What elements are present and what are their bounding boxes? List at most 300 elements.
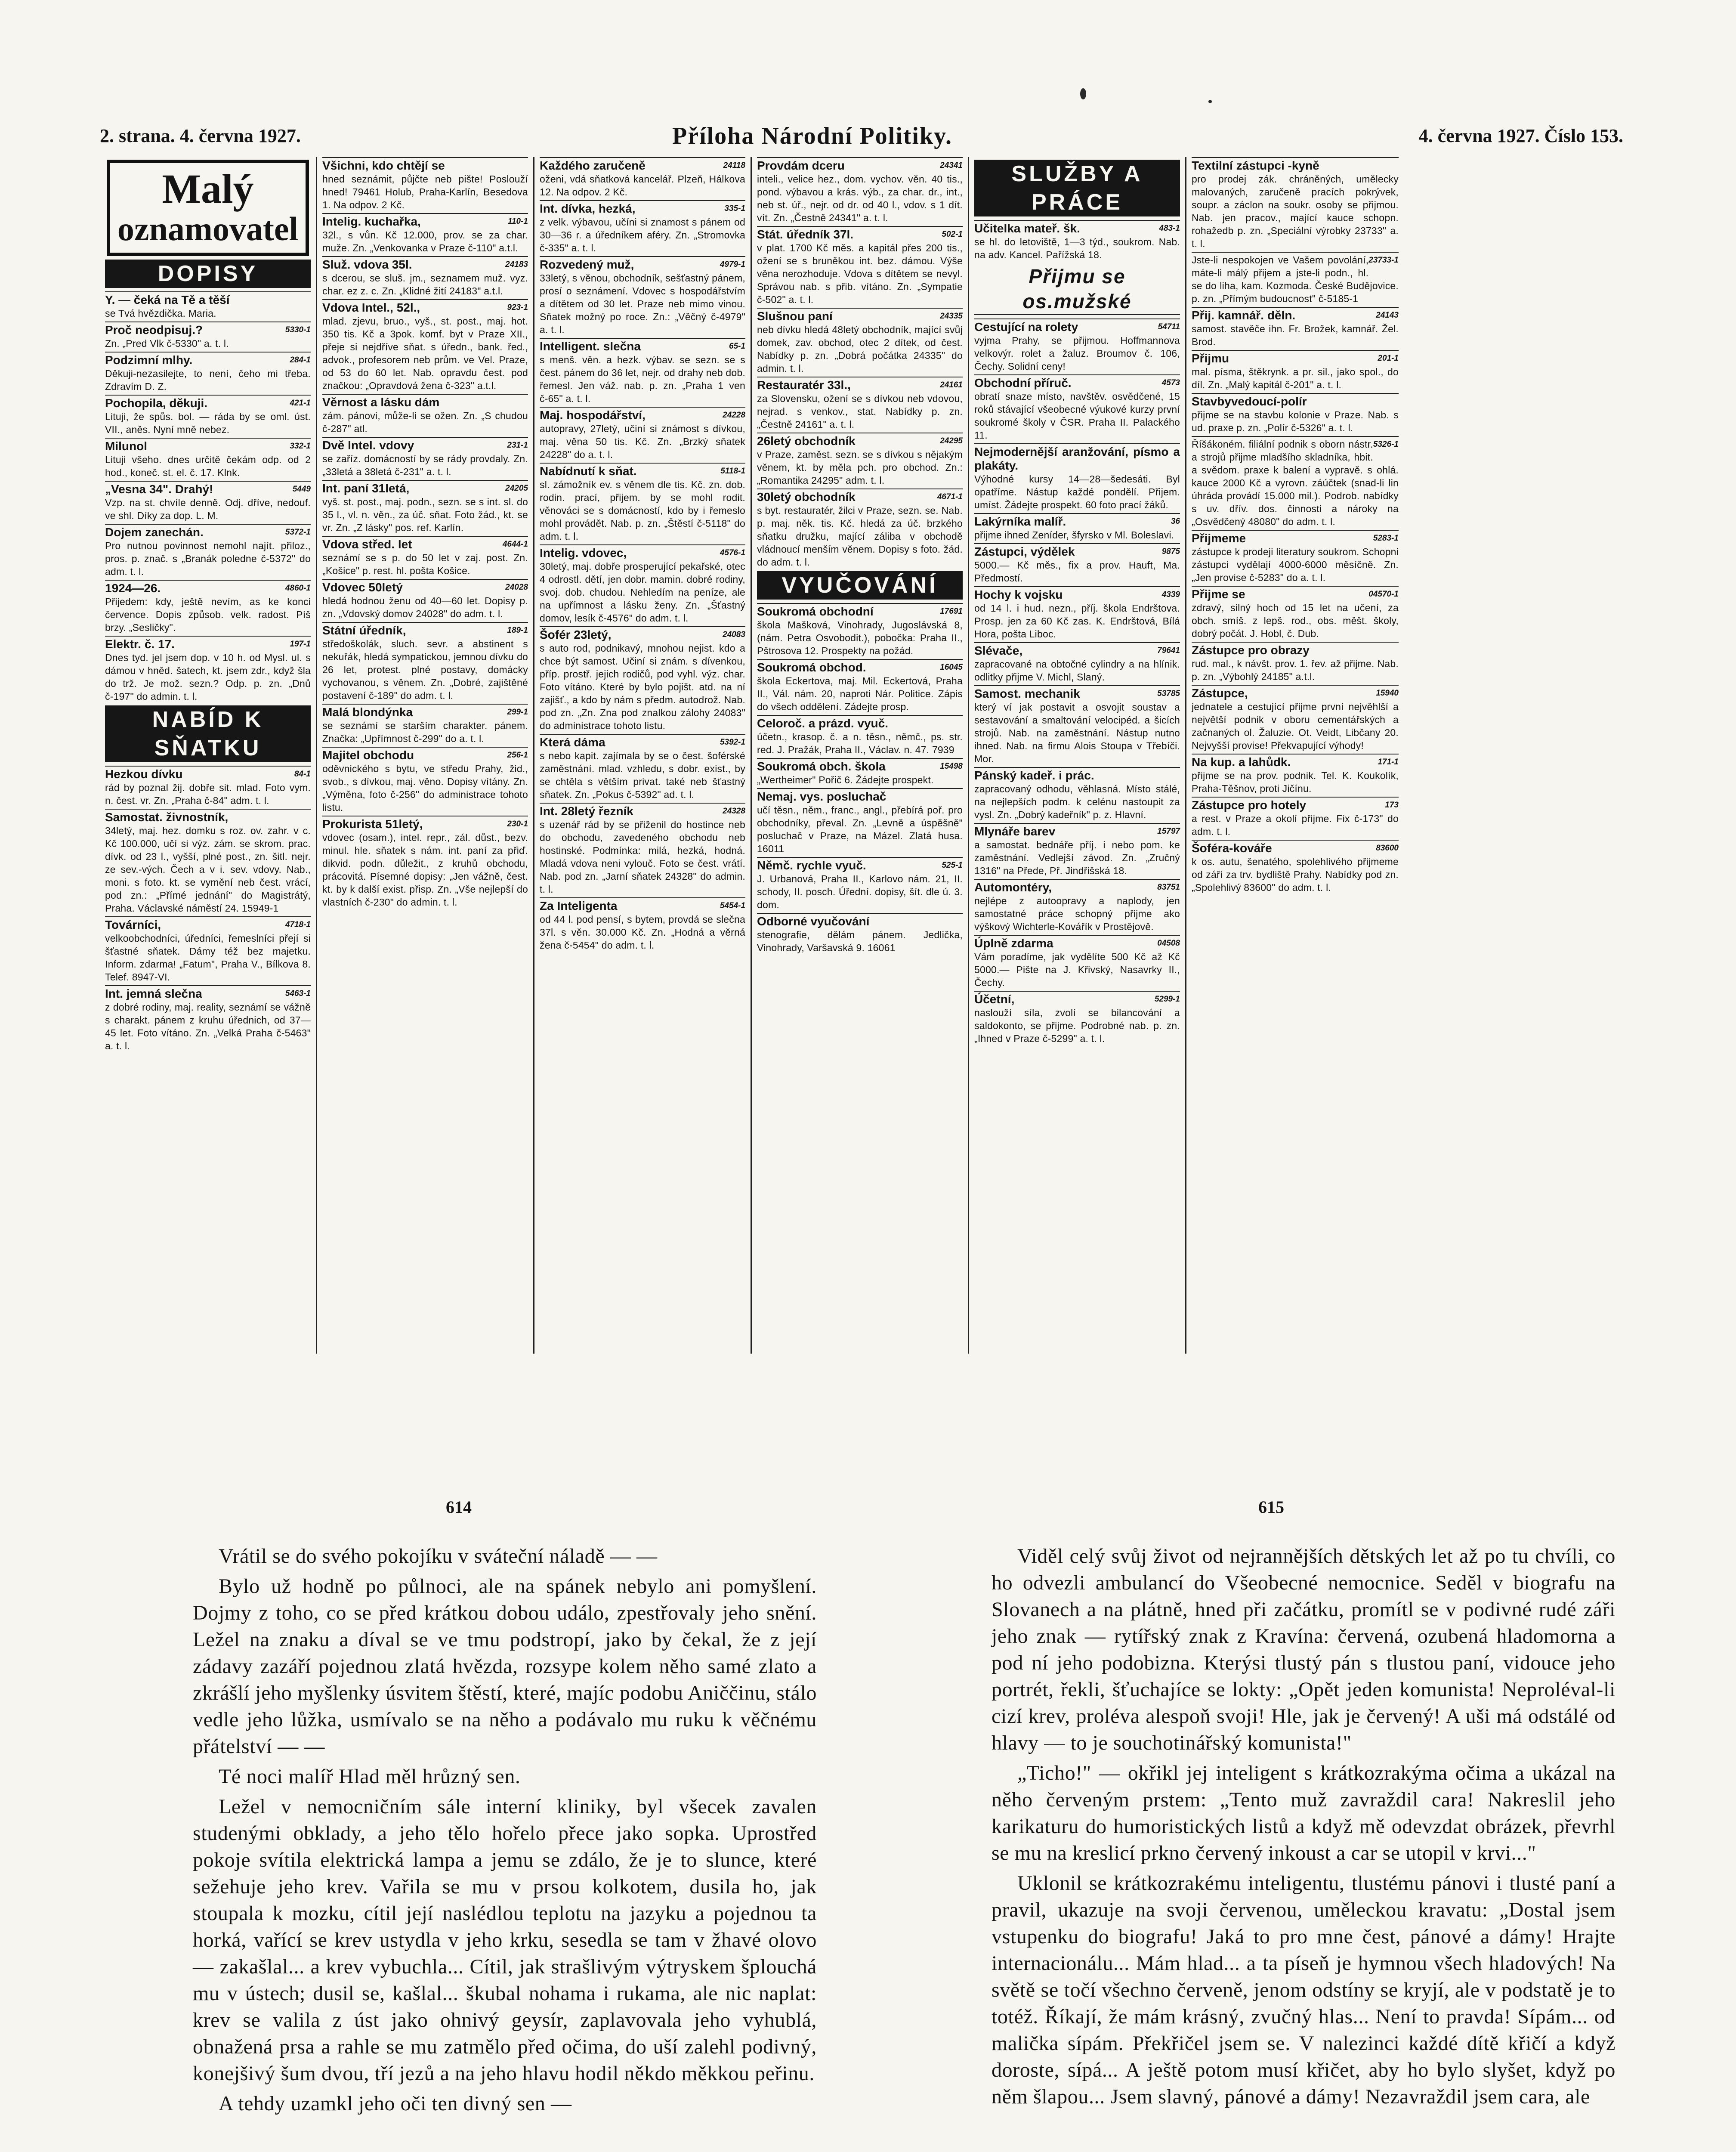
ad-number: 04570-1 [1368, 590, 1399, 599]
ad-number: 4573 [1161, 378, 1180, 387]
ad-heading [757, 715, 963, 730]
classified-ad [540, 338, 745, 405]
ad-heading-text: Vdova střed. let [322, 538, 412, 551]
ad-number: 173 [1385, 801, 1399, 810]
ad-body: „Wertheimer" Pořič 6. Žádejte prospekt. [757, 774, 934, 785]
ad-number: 79641 [1157, 646, 1180, 655]
ad-heading [322, 394, 528, 409]
ad-number: 17691 [940, 607, 963, 616]
ad-heading-text: Učitelka mateř. šk. [974, 222, 1080, 235]
ad-heading-text: Y. — čeká na Tě a těší [105, 293, 230, 306]
story-paragraph: A tehdy uzamkl jeho oči ten divný sen — [219, 2092, 572, 2115]
ad-heading [757, 857, 963, 872]
ad-heading [105, 766, 311, 781]
ad-heading-text: Za Inteligenta [540, 899, 618, 912]
ad-heading-text: Vdovec 50letý [322, 581, 403, 594]
classified-ad [540, 407, 745, 461]
ad-heading [1192, 754, 1399, 769]
classified-ad [105, 766, 311, 807]
ad-heading [322, 437, 528, 452]
ad-heading-text: Dojem zanechán. [105, 526, 204, 539]
ad-heading [322, 157, 528, 173]
ad-heading [1192, 642, 1399, 657]
ad-number: 24161 [940, 380, 963, 390]
classified-ad [322, 704, 528, 745]
ad-heading-text: Továrníci, [105, 918, 161, 931]
classified-ad [105, 395, 311, 436]
story-paragraph: Vrátil se do svého pokojíku v sváteční náladě — — [219, 1545, 658, 1568]
ad-number: 15498 [940, 762, 963, 771]
ad-heading-text: Cestující na rolety [974, 320, 1078, 334]
ad-heading-text: Všichni, kdo chtějí se [322, 159, 445, 172]
ad-body: z velk. výbavou, učíni si znamost s pánem od 30—36 r. a úředníkem aféry. Zn. „Stromovka č-335" a. t. l. [540, 216, 745, 254]
ad-body: se zaříz. domácností by se rády provdaly. Zn. „33letá a 38letá č-231" a. t. l. [322, 453, 528, 477]
ad-heading-text: Slušnou paní [757, 309, 833, 323]
classified-ad [105, 438, 311, 479]
classified-ad [974, 879, 1180, 933]
classified-ad [757, 603, 963, 657]
ad-body: zapracované na obtočné cylindry a na hlínik. odlitky přijme V. Michl, Slaný. [974, 659, 1180, 683]
ad-body: Přijedem: kdy, ještě nevím, as ke konci července. Dopis způsob. velk. radost. Píš brzy. „Sesličky". [105, 596, 311, 633]
ad-heading [1192, 350, 1399, 365]
ad-body: pro prodej zák. chráněných, umělecky malovaných, zaručeně pracích pokrývek, soupr. a záclon na soukr. osoby se přijmou. Nab. jen pracov., mající kauce schopn. rohažedb p. zn. „Speciální výrobky 23733" a. t. l. [1192, 173, 1399, 249]
ad-body: mal. písma, štěkrynk. a pr. sil., jako spol., do díl. Zn. „Malý kapitál č-201" a. t. l. [1192, 366, 1399, 390]
story-paragraph: Ležel v nemocničním sále interní kliniky, byl všecek zavalen studenými obklady, a jeho tělo hořelo přece jako sopka. Uprostřed pokoje svítila elektrická lampa a jemu se zdálo, že je to slunce, které sežehuje jeho krev. Vařila se mu v prsou kolkotem, dusila ho, jak stoupala k mozku, cítil její naslédlou teplotu na jazyku a pojednou ta horká, vařící se krev ustydla v jeho krku, sesedla se tam v žhavé olovo — zakašlal... a krev vybuchla... Cítil, jak strašlivým výtryskem šplouchá mu v ústech; dusil se, kašlal... škubal nohama i rukama, ale nic naplat: krev se valila z úst jako ohnivý geysír, zaplavovala jeho vyhublá, obnažená prsa a rahle se mu zatmělo před očima, do uší zalehl podivný, konejšivý šum dvou, tří jezů a na jeho hlavu hodil někdo měkkou peřinu. [193, 1795, 817, 2085]
ad-number: 502-1 [942, 230, 963, 239]
ad-heading [105, 809, 311, 824]
story-paragraph: Té noci malíř Hlad měl hrůzný sen. [219, 1765, 521, 1788]
ad-heading-text: Pochopila, děkuji. [105, 396, 208, 410]
classified-ad [540, 200, 745, 254]
ad-heading-text: Prokurista 51letý, [322, 817, 423, 831]
ad-number: 24205 [505, 484, 528, 493]
ad-heading-text: Podzimní mlhy. [105, 353, 193, 367]
ink-speck [1080, 88, 1086, 99]
classified-ad [757, 788, 963, 855]
classified-ad [105, 352, 311, 393]
ad-heading [974, 374, 1180, 390]
classified-ad [974, 642, 1180, 683]
ad-heading-text: Samost. mechanik [974, 687, 1080, 700]
ad-heading-text: Nemaj. vys. posluchač [757, 790, 887, 803]
ad-heading-text: Přijmu [1192, 352, 1229, 365]
ad-body: zástupce k prodeji literatury soukrom. Schopni zástupci vydělají 4000-6000 měsíčně. Zn. „Jen provise č-5283" do a. t. l. [1192, 546, 1399, 583]
ad-heading-text: Němč. rychle vyuč. [757, 859, 866, 872]
ad-body: vyš. st. post., maj. podn., sezn. se s int. sl. do 35 l., vl. n. věn., za úč. sňat. Foto žád., kt. se vr. Zn. „Z lásky" pos. ref. Karlín. [322, 496, 528, 533]
classified-ad [322, 299, 528, 392]
ad-body: s uzenář rád by se přiženil do hostince neb do obchodu, zavedeného obchodu neb hostinské. Podmínka: milá, hezká, hodná. Mladá vdova neni vylouč. Foto se čest. vrátí. Nab. pod zn. „Jarní sňatek 24328" do admin. t. l. [540, 819, 745, 895]
ad-body: Vám poradíme, jak vydělíte 500 Kč až Kč 5000.— Pište na J. Křivský, Nasavrky II., Čechy. [974, 951, 1180, 988]
section-heading-prijmu: Přijmu se os.mužské [974, 264, 1180, 315]
classified-ad [757, 659, 963, 713]
ad-body: velkoobchodníci, úředníci, řemeslníci přejí si šťastné sňatek. Dámy též bez majetku. Inform. zdarma! „Fatum", Praha V., Bílkova 8. Telef. 8947-VI. [105, 933, 311, 983]
classified-ad [1192, 252, 1399, 305]
classified-ad [540, 256, 745, 336]
classified-ad [322, 536, 528, 577]
ad-heading-text: Intelligent. slečna [540, 340, 641, 353]
story-paragraph: „Ticho!" — okřikl jej inteligent s krátkozrakýma očima a ukázal na něho červeným prstem: „Tento muž zavraždil cara! Nakreslil jeho karikaturu do humoristických listů a když mě odevzdat obrázek, převrhl se mu na kreslicí prkno červený inkoust a car se utopil v krvi..." [992, 1762, 1616, 1864]
classified-ad [974, 374, 1180, 442]
ad-body: Říšákoném. filiální podnik s oborn nástr. a strojů přijme mladšího skladníka, hbit. a svědom. praxe k balení a vypravě. s ohlá. kauce 2000 Kč a vyrovn. záúčtek (snad-li lin úhráda provádí 15.000 mil.). Podrob. nabídky s uv. dřív. dos. činnosti a nároky na „Osvědčený 48080" do adm. t. l. [1192, 439, 1399, 527]
ad-body: Pro nutnou povinnost nemohl najít. přiloz., pros. p. znač. s „Branák poledne č-5372" do adm. t. l. [105, 540, 311, 577]
ad-body: stenografie, dělám pánem. Jedlička, Vinohrady, Varšavská 9. 16061 [757, 929, 963, 953]
ad-body: nejlépe z autoopravy a naplody, jen samostatné práce schopný přijme ako výškový Wichterle-Kovářík v Prostějově. [974, 895, 1180, 932]
ad-body: obratí snaze místo, navštěv. osvědčené, 15 roků stávající všeobecné výukové kurzy první soukromé školy v ČSR. Praha II. Palackého 11. [974, 391, 1180, 441]
ad-heading-text: Int. dívka, hezká, [540, 202, 636, 215]
classified-ad [322, 256, 528, 297]
ad-heading [1192, 586, 1399, 601]
header-center: Příloha Národní Politiky. [672, 123, 953, 149]
ad-body: který ví jak postavit a osvojit soustav a sestavování a smaltování velocipéd. a šicích strojů. Nab. na zaměstnání. Nástup nutno ihned. Nab. na firmu Alois Stoupa v Třebíči. Mor. [974, 702, 1180, 764]
ad-number: 83600 [1376, 844, 1399, 853]
classified-ad [105, 481, 311, 522]
ad-heading-text: Zástupce, [1192, 686, 1248, 700]
ad-heading [757, 377, 963, 392]
page-number-right: 615 [1258, 1497, 1284, 1517]
classified-ad [974, 513, 1180, 541]
ad-body: rád by poznal žij. dobře sit. mlad. Foto vym. n. čest. vr. Zn. „Praha č-84" adm. t. l. [105, 782, 311, 806]
ad-heading [540, 897, 745, 913]
ad-number: 5454-1 [720, 901, 745, 910]
ad-body: Vzp. na st. chvíle denně. Odj. dříve, nedouf. ve shl. Díky za dop. L. M. [105, 497, 311, 521]
ad-heading [757, 758, 963, 773]
ad-heading [105, 580, 311, 595]
ad-heading-text: Šoféra-kováře [1192, 841, 1272, 855]
classified-ad [757, 857, 963, 911]
ad-number: 5392-1 [720, 738, 745, 747]
ad-heading [322, 480, 528, 495]
ad-heading [1192, 840, 1399, 855]
ad-heading [540, 803, 745, 818]
ad-body: jednatele a cestující přijme první nejvěhlší a největší podnik v oboru cementářských a začnaných ol. Žaluzie. Ot. Veidt, Libčany 20. Nejvyšší provise! Překvapující výhody! [1192, 701, 1399, 751]
classified-ad [757, 433, 963, 487]
ad-heading [757, 433, 963, 448]
ad-number: 4979-1 [720, 260, 745, 269]
ad-body: zapracovaný odhodu, věhlasná. Místo stálé, na nejlepších podm. k celénu nastoupit za vysl. Zn. „Dobrý kadeřník" p. z. Hlavní. [974, 783, 1180, 820]
story-left-column [193, 1543, 817, 2121]
section-heading-sluzby: SLUŽBY A PRÁCE [974, 160, 1180, 216]
ad-heading [540, 338, 745, 353]
ad-heading-text: Hochy k vojsku [974, 588, 1063, 601]
ad-heading [1192, 307, 1399, 322]
classified-ad [974, 543, 1180, 584]
classified-ad [105, 985, 311, 1052]
ad-heading [540, 157, 745, 173]
ad-heading-text: Stavbyvedoucí-polír [1192, 395, 1307, 408]
ad-heading-text: Int. 28letý řezník [540, 804, 633, 818]
ad-body: hledá hodnou ženu od 40—60 let. Dopisy p. zn. „Vdovský domov 24028" do adm. t. l. [322, 595, 528, 619]
ad-number: 24328 [723, 807, 745, 816]
classified-ad [1192, 754, 1399, 795]
ad-heading [105, 395, 311, 410]
classified-ad [1192, 307, 1399, 348]
ad-number: 53785 [1157, 689, 1180, 698]
ad-heading [540, 463, 745, 478]
ad-number: 483-1 [1159, 224, 1180, 233]
ad-number: 04508 [1157, 939, 1180, 948]
classified-ad [322, 622, 528, 702]
ad-number: 4576-1 [720, 548, 745, 557]
classified-ad [974, 220, 1180, 261]
ad-number: 5449 [292, 485, 311, 494]
ad-heading [105, 438, 311, 453]
ad-body: s nebo kapit. zajímala by se o čest. šoférské zaměstnání. mlad. vzhledu, s dobr. exist., by se chtěla s větším privat. také neb šťastný sňatek. Zn. „Pokus č-5392" ad. t. l. [540, 750, 745, 800]
ad-heading-text: Zástupci, výdělek [974, 545, 1075, 558]
ad-number: 24335 [940, 312, 963, 321]
ad-body: z dobré rodiny, maj. reality, seznámí se vážně s charakt. pánem z kruhu úřednich, od 37—45 let. Foto vítáno. Zn. „Velká Praha č-5463" a. t. l. [105, 1002, 311, 1051]
ad-heading-text: Nejmodernější aranžování, písmo a plakáty. [974, 445, 1180, 472]
ad-heading [322, 579, 528, 594]
ad-number: 24118 [723, 161, 745, 170]
classified-ad [322, 213, 528, 254]
ad-heading-text: Přijmeme [1192, 532, 1246, 545]
ad-body: 30letý, maj. dobře prosperující pekařské, otec 4 odrostl. dětí, jen dobr. mamin. dobré rodiny, svoj. dob. chudou. Nehledím na peníze, ale na upřímnost a lásku ženy. Zn. „Šťastný domov, lesík č-4576" do adm. t. l. [540, 561, 745, 624]
ad-body: učí těsn., něm., franc., angl., přebírá poř. pro obchodníky, převal. Zn. „Levně a úspěšně" posluchač v Praze, na Mázel. Zlatá husa. 16011 [757, 804, 963, 854]
ad-body: sl. zámožník ev. s věnem dle tis. Kč. zn. dob. rodin. prací, přijem. by se mohl rodit. věnováci se s domácností, kdo by i řemeslo mohl provádět. Nab. p. zn. „Štěstí č-5118" do adm. t. l. [540, 479, 745, 542]
ad-heading [322, 816, 528, 831]
masthead-line2: oznamovatel [117, 210, 299, 247]
ad-heading-text: Int. paní 31letá, [322, 482, 410, 495]
ad-number: 24083 [723, 630, 745, 639]
ad-number: 15797 [1157, 827, 1180, 836]
classified-ad [1192, 530, 1399, 584]
ad-number: 4339 [1161, 590, 1180, 599]
ad-body: s auto rod, podnikavý, mnohou nejist. kdo a chce být samost. Učiní si znám. s dívenkou, příp. prostř. jejich rodičů, pod vyhl. výz. char. Foto vítáno. Které by bylo pojišt. atd. na ní zajišť., a kdo by nám s předm. autodrož. Nab. pod zn. „Zn. Zna pod znalkou zálohy 24083" do administrace tohoto listu. [540, 643, 745, 731]
classified-ad [1192, 642, 1399, 683]
ad-body: v Praze, zaměst. sezn. se s dívkou s nějakým věnem, kt. by měla pch. pro obchod. Zn.: „Romantika 24295" adm. t. l. [757, 449, 963, 486]
ad-heading-text: Soukromá obchodní [757, 605, 874, 618]
ad-body: s byt. restauratér, žilci v Praze, sezn. se. Nab. p. maj. něk. tis. Kč. hledá za úč. brzkého sňatku družku, mající záliba v obchodě vládnoucí menším věnem. Dopisy s foto. žád. do adm. t. l. [757, 505, 963, 568]
ad-number: 230-1 [507, 819, 528, 829]
classified-ad [105, 636, 311, 703]
classified-ad [105, 580, 311, 634]
ad-heading-text: Intelig. vdovec, [540, 546, 627, 560]
ad-body: zdravý, silný hoch od 15 let na učení, za obch. smíš. z lepš. rod., obs. měšt. školy, dobrý počát. J. Hobl, č. Dub. [1192, 602, 1399, 639]
classified-ad [974, 318, 1180, 373]
ad-body: od 14 l. i hud. nezn., příj. škola Endrštova. Prosp. jen za 60 Kč zas. K. Endrštová, Bílá Hora, pošta Liboc. [974, 603, 1180, 640]
ad-heading [540, 200, 745, 216]
ad-heading [757, 603, 963, 618]
classifieds-column [969, 157, 1186, 1354]
ad-number: 525-1 [942, 861, 963, 870]
ad-heading [1192, 797, 1399, 812]
classifieds-column [1186, 157, 1404, 1354]
ad-body: oděvnického s bytu, ve středu Prahy, žid., svob., s dívkou, maj. věno. Dopisy vítány. Zn. „Výměna, foto č-256" do administrace tohoto listu. [322, 763, 528, 813]
header-left: 2. strana. 4. června 1927. [100, 125, 301, 146]
ad-heading [540, 626, 745, 642]
ad-body: účetn., krasop. č. a n. těsn., němč., ps. str. red. J. Pražák, Praha II., Václav. n. 47. 7939 [757, 731, 963, 755]
ad-heading-text: Na kup. a lahůdk. [1192, 755, 1291, 769]
ad-body: zám. pánovi, může-li se ožen. Zn. „S chudou č-287" atl. [322, 410, 528, 434]
ad-heading-text: Int. jemná slečna [105, 987, 202, 1000]
classifieds-column [752, 157, 969, 1354]
ad-heading-text: Lakýrníka malíř. [974, 515, 1066, 528]
ad-heading [974, 642, 1180, 658]
ad-heading [105, 352, 311, 367]
ad-heading [1192, 157, 1399, 173]
ad-heading [757, 157, 963, 173]
ad-body: oženi, vdá sňatková kancelář. Plzeň, Hálkova 12. Na odpov. 2 Kč. [540, 173, 745, 198]
ad-body: škola Mašková, Vinohrady, Jugoslávská 8, (nám. Petra Osvobodit.), pobočka: Praha II., Pštrosova 12. Prospekty na požád. [757, 619, 963, 656]
ad-heading [757, 308, 963, 323]
ad-body: seznámí se s p. do 50 let v zaj. post. Zn. „Košice" p. rest. hl. pošta Košice. [322, 552, 528, 576]
ad-body: inteli., velice hez., dom. vychov. věn. 40 tis., pond. výbavou a krás. výb., za char. dr., int., neb st. úř., nejr. od dr. od 40 l., vdov. s 1 dít. vít. Zn. „Čestně 24341" a. t. l. [757, 173, 963, 223]
ad-heading [322, 747, 528, 762]
ad-heading [322, 213, 528, 229]
classified-ad [540, 897, 745, 952]
ad-number: 332-1 [290, 442, 311, 451]
story-paragraph: Uklonil se krátkozrakému inteligentu, tlustému pánovi i tlusté paní a pravil, ukazuje na svoji červenou, uměleckou kravatu: „Dostal jsem vstupenku do biografu! Jaká to pro mne čest, pánové a dámy! Hrajte internacionálu... Mám hlad... a ta píseň je hymnou všech hladových! Na světě se točí všechno červeně, jenom odstíny se kryjí, ale v podstatě je to totéž. Říkají, že mám krásný, zvučný hlas... Není to pravda! Sípám... od malička sípám. Překřičel jsem se. V nalezinci každé dítě křičí a když doroste, sípá... A ještě potom musí křičet, aby ho bylo slyšet, když po něm šlapou... Jsem slavný, pánové a dámy! Nezavraždil jsem cara, ale [992, 1872, 1616, 2108]
ad-body: 33letý, s věnou, obchodník, sešťastný pánem, prosí o seznámení. Vdovec s hospodářstvím a dítětem od 30 let. Praze neb mimo vinou. Sňatek možný po roce. Zn.: „Věčný č-4979" a. t. l. [540, 272, 745, 335]
ad-heading [322, 299, 528, 315]
classified-ad [757, 157, 963, 224]
ad-number: 24028 [505, 583, 528, 592]
ad-heading [105, 291, 311, 307]
ad-number: 189-1 [507, 626, 528, 635]
classifieds-column [534, 157, 752, 1354]
classifieds-column [100, 157, 317, 1354]
classified-ad [974, 443, 1180, 511]
ad-heading-text: Slévače, [974, 644, 1023, 657]
ad-heading-text: Restauratér 33l., [757, 378, 851, 392]
classified-ad [974, 685, 1180, 765]
masthead-maly-oznamovatel [107, 160, 309, 256]
classified-ad [1192, 797, 1399, 838]
ad-number: 110-1 [507, 217, 528, 226]
ad-heading-text: Šofér 23letý, [540, 628, 612, 641]
ad-body: k os. autu, šenatého, spolehlivého přijmeme od září za trv. bydliště Prahy. Nabídky pod zn. „Spolehlivý 83600" do adm. t. l. [1192, 856, 1399, 893]
ad-heading-text: Stát. úředník 37l. [757, 228, 854, 241]
ad-heading [974, 220, 1180, 235]
ad-number: 15940 [1376, 689, 1399, 698]
ad-heading-text: Textilní zástupci -kyně [1192, 159, 1319, 172]
ad-heading [757, 489, 963, 504]
ad-heading [757, 913, 963, 928]
ad-heading [974, 879, 1180, 894]
ad-body: Lituji všeho. dnes určitě čekám odp. od 2 hod., koneč. st. el. č. 17. Klnk. [105, 454, 311, 478]
ad-heading [322, 536, 528, 551]
classified-ad [322, 747, 528, 814]
ad-body: 5000.— Kč měs., fix a prov. Hauft, Ma. Předmostí. [974, 560, 1180, 584]
classified-ad [1192, 840, 1399, 894]
ad-heading [1192, 685, 1399, 700]
ad-number: 5326-1 [1373, 440, 1399, 449]
ad-heading [105, 481, 311, 496]
classified-ad [757, 913, 963, 954]
classified-ad [757, 489, 963, 569]
classified-ad [1192, 157, 1399, 250]
ad-heading-text: Milunol [105, 439, 147, 453]
ad-heading-text: Každého zaručeně [540, 159, 646, 172]
ad-body: Jste-li nespokojen ve Vašem povolání, máte-li málý přijem a jste-li podn., hl. se do liha, kam. Kozmoda. České Budějovice. p. zn. „Přímým budoucnost" č-5185-1 [1192, 254, 1399, 304]
ad-heading [974, 767, 1180, 782]
ad-body: autopravy, 27letý, učiní si známost s dívkou, maj. věna 50 tis. Kč. Zn. „Brzký sňatek 24228" do a. t. l. [540, 423, 745, 460]
classified-ad [322, 394, 528, 435]
ad-body: Dnes tyd. jel jsem dop. v 10 h. od Mysl. ul. s dámou v hněd. šatech, kt. jsem zdr., když šla do trž. Je mož. sezn.? Odp. p. zn. „Dnů č-197" do admin. t. l. [105, 652, 311, 702]
page-number-left: 614 [446, 1497, 472, 1517]
ad-number: 24228 [723, 411, 745, 420]
classified-ad [757, 377, 963, 431]
classified-ad [1192, 685, 1399, 752]
ad-number: 4671-1 [937, 492, 963, 501]
masthead-line1: Malý [162, 166, 254, 212]
ad-heading-text: 26letý obchodník [757, 434, 856, 448]
ad-heading [974, 586, 1180, 602]
ad-body: J. Urbanová, Praha II., Karlovo nám. 21, II. schody, II. posch. Úřední. dopisy, šít. dle ú. 3. dom. [757, 873, 963, 910]
classified-ad [757, 308, 963, 375]
classified-ad [1192, 393, 1399, 434]
story-right-column [992, 1543, 1616, 2114]
ad-heading-text: Zástupce pro obrazy [1192, 643, 1310, 657]
classified-ad [540, 626, 745, 732]
classified-ad [105, 291, 311, 320]
ad-body: přijme se na prov. podnik. Tel. K. Koukolík, Praha-Těšnov, proti Jičínu. [1192, 770, 1399, 794]
ad-heading [1192, 530, 1399, 545]
ad-heading-text: Elektr. č. 17. [105, 637, 175, 651]
ad-heading-text: „Vesna 34". Drahý! [105, 482, 213, 496]
ad-body: se Tvá hvězdička. Maria. [105, 308, 216, 319]
ad-number: 65-1 [729, 342, 745, 351]
ad-heading-text: Provdám dceru [757, 159, 845, 172]
classified-ad [322, 816, 528, 909]
ad-heading-text: Dvě Intel. vdovy [322, 439, 414, 452]
ad-heading-text: Účetní, [974, 993, 1015, 1006]
ad-heading [757, 659, 963, 674]
classified-ad [322, 157, 528, 211]
classified-ad [1192, 436, 1399, 528]
section-heading-snatku: NABÍD K SŇATKU [105, 705, 311, 762]
ad-heading [974, 823, 1180, 838]
ad-number: 83751 [1157, 883, 1180, 892]
ad-number: 24143 [1376, 311, 1399, 320]
ad-heading-text: Maj. hospodářství, [540, 408, 646, 422]
ad-heading [974, 513, 1180, 529]
ad-heading-text: Intelig. kuchařka, [322, 215, 421, 228]
ad-heading-text: Nabídnutí k sňat. [540, 464, 637, 478]
ad-heading-text: Samostat. živnostník, [105, 810, 229, 824]
ad-body: v plat. 1700 Kč měs. a kapitál přes 200 tis., ožení se s bruněkou int. bez. dámou. Výše věna nerozhoduje. Vdova s dítětem se nevyl. Správou nab. s přib. vítáno. Zn. „Sympatie č-502" a. t. l. [757, 242, 963, 305]
ad-heading [105, 636, 311, 651]
classified-ad [540, 157, 745, 198]
ad-heading-text: Malá blondýnka [322, 705, 413, 719]
ad-body: Děkuji-nezasilejte, to není, čeho mi třeba. Zdravím D. Z. [105, 368, 311, 392]
ad-heading-text: Úplně zdarma [974, 937, 1053, 950]
ad-heading [322, 704, 528, 719]
classified-ad [974, 991, 1180, 1045]
classified-ad [322, 437, 528, 478]
ad-heading-text: Odborné vyučování [757, 915, 870, 928]
ad-number: 54711 [1158, 322, 1180, 331]
ad-body: Zn. „Pred Vlk č-5330" a. t. l. [105, 338, 229, 349]
ad-number: 923-1 [507, 303, 528, 312]
ad-body: mlad. zjevu, bruo., vyš., st. post., maj. hot. 350 tis. Kč a 3pok. komf. byt v Praze XII., přeje si nejdříve sňat. s úředn., bank. řed., advok., profesorem neb prům. ve Vel. Praze, od 53 do 60 let. Nab. opravdu čest. pod značkou: „Opravdová žena č-323" a.t.l. [322, 315, 528, 391]
ink-speck [1208, 100, 1212, 103]
ad-number: 24341 [940, 161, 963, 170]
ad-heading-text: Soukromá obchod. [757, 661, 866, 674]
ad-body: samost. stavěče ihn. Fr. Brožek, kamnář. Žel. Brod. [1192, 323, 1399, 347]
ad-body: 32l., s vůn. Kč 12.000, prov. se za char. muže. Zn. „Venkovanka v Praze č-110" a.t.l. [322, 229, 528, 254]
ad-body: hned seznámit, půjčte neb pište! Poslouží hned! 79461 Holub, Praha-Karlín, Besedova 1. Na odpov. 2 Kč. [322, 173, 528, 210]
ad-body: rud. mal., k návšt. prov. 1. řev. až přijme. Nab. p. zn. „Výbohlý 24185" a.t.l. [1192, 658, 1399, 682]
ad-body: naslouží síla, zvolí se bilancování a saldokonto, se přijme. Podrobné nab. p. zn. „Ihned v Praze č-5299" a. t. l. [974, 1007, 1180, 1044]
ad-heading [974, 685, 1180, 701]
ad-heading [105, 322, 311, 337]
ad-number: 4860-1 [285, 584, 311, 593]
ad-number: 201-1 [1378, 354, 1399, 363]
ad-number: 256-1 [507, 751, 528, 760]
ad-body: přijme se na stavbu kolonie v Praze. Nab. s ud. praxe p. zn. „Polír č-5326" a. t. l. [1192, 409, 1399, 433]
ad-heading [322, 622, 528, 637]
